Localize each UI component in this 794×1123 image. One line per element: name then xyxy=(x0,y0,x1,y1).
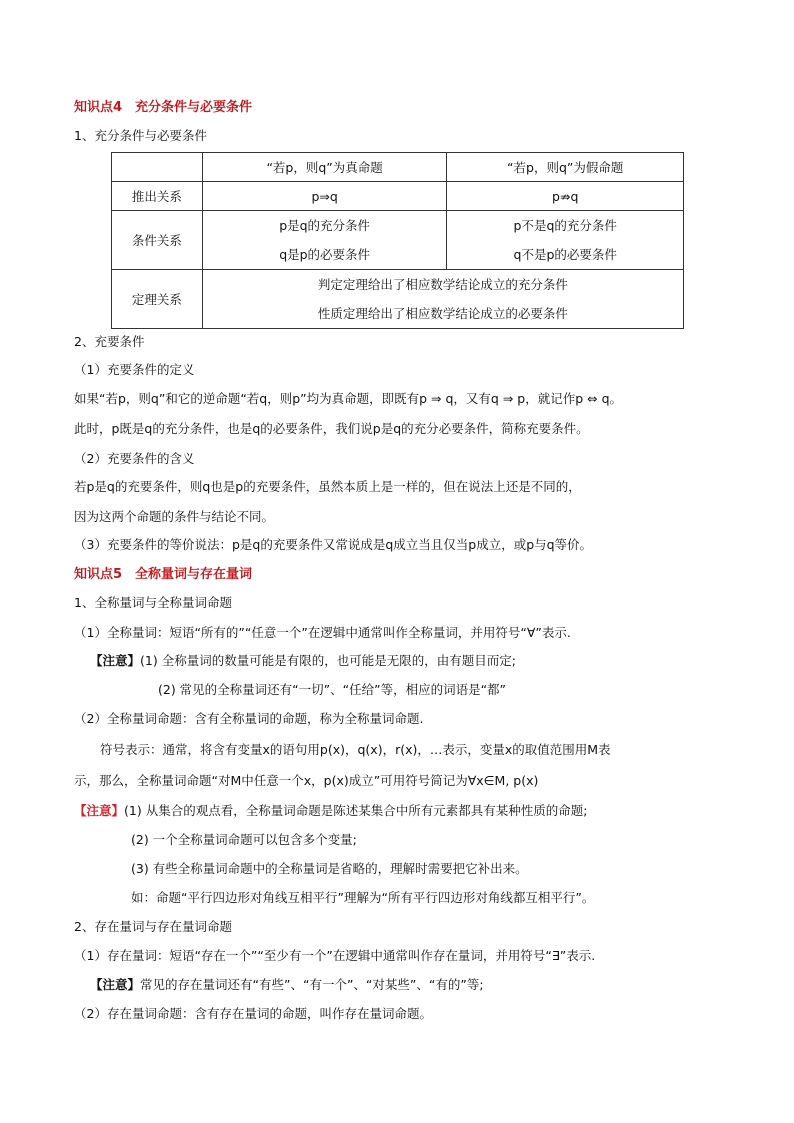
universal-note-multiple-variables: (2) 一个全称量词命题可以包含多个变量; xyxy=(131,832,357,847)
existential-note xyxy=(90,976,484,994)
cell-line: q是p的必要条件 xyxy=(279,247,371,262)
cell-line: 性质定理给出了相应数学结论成立的必要条件 xyxy=(317,306,568,321)
iff-definition-line-2: 此时，p既是q的充分条件，也是q的必要条件，我们说p是q的充分必要条件，简称充要条件。 xyxy=(74,421,589,436)
table-header-true: “若p，则q”为真命题 xyxy=(202,153,447,182)
subheading-sufficient-necessary: 1、充分条件与必要条件 xyxy=(74,128,207,143)
note-text: (1) 从集合的观点看，全称量词命题是陈述某集合中所有元素都具有某种性质的命题; xyxy=(124,803,588,818)
universal-quantifier-definition: （1）全称量词：短语“所有的”“任意一个”在逻辑中通常叫作全称量词，并用符号“∀”表示. xyxy=(74,625,571,640)
table-row-condition xyxy=(112,211,684,270)
note-label: 【注意】 xyxy=(74,803,125,818)
note-text: (1) 全称量词的数量可能是有限的，也可能是无限的，由有题目而定; xyxy=(140,653,516,668)
table-cell xyxy=(202,211,447,270)
note-label: 【注意】 xyxy=(90,977,141,992)
note-label: 【注意】 xyxy=(90,653,141,668)
section-5-heading: 知识点5 全称量词与存在量词 xyxy=(74,567,253,582)
table-row-implication xyxy=(112,182,684,211)
subheading-iff: 2、充要条件 xyxy=(74,334,145,349)
table-row-label: 条件关系 xyxy=(112,211,203,270)
table-cell: p⇒q xyxy=(202,182,447,211)
iff-meaning-title: （2）充要条件的含义 xyxy=(74,451,195,466)
table-merged-cell xyxy=(202,270,683,329)
universal-note-omitted: (3) 有些全称量词命题中的全称量词是省略的，理解时需要把它补出来。 xyxy=(131,861,528,876)
table-row-label: 推出关系 xyxy=(112,182,203,211)
symbol-representation-line-2: 示，那么，全称量词命题“对M中任意一个x，p(x)成立”可用符号简记为∀x∈M, p(x) xyxy=(74,773,539,788)
subheading-universal: 1、全称量词与全称量词命题 xyxy=(74,595,232,610)
table-corner-cell xyxy=(112,153,203,182)
table-cell: p⇏q xyxy=(447,182,684,211)
table-header-row xyxy=(112,153,684,182)
iff-definition-title: （1）充要条件的定义 xyxy=(74,362,195,377)
table-row-theorem xyxy=(112,270,684,329)
universal-note-example: 如：命题“平行四边形对角线互相平行”理解为“所有平行四边形对角线都互相平行”。 xyxy=(131,890,595,905)
note-text: 常见的存在量词还有“有些”、“有一个”、“对某些”、“有的”等; xyxy=(140,977,484,992)
universal-proposition-definition: （2）全称量词命题：含有全称量词的命题，称为全称量词命题. xyxy=(74,711,424,726)
cell-line: q不是p的必要条件 xyxy=(513,247,617,262)
iff-definition-line-1: 如果“若p，则q”和它的逆命题“若q，则p”均为真命题，即既有p ⇒ q，又有q ⇒ p，就记作p ⇔ q。 xyxy=(74,391,623,406)
existential-quantifier-definition: （1）存在量词：短语“存在一个”“至少有一个”在逻辑中通常叫作存在量词，并用符号“∃”表示. xyxy=(74,948,596,963)
iff-equivalent-statement: （3）充要条件的等价说法：p是q的充要条件又常说成是q成立当且仅当p成立，或p与q等价。 xyxy=(74,537,593,552)
universal-note-1 xyxy=(90,652,516,670)
table-cell xyxy=(447,211,684,270)
cell-line: p不是q的充分条件 xyxy=(513,218,617,233)
table-row-label: 定理关系 xyxy=(112,270,203,329)
conditions-table xyxy=(111,152,684,329)
symbol-representation-line-1: 符号表示：通常，将含有变量x的语句用p(x)，q(x)，r(x)，…表示，变量x的取值范围用M表 xyxy=(100,742,611,757)
table-header-false: “若p，则q”为假命题 xyxy=(447,153,684,182)
iff-meaning-line-2: 因为这两个命题的条件与结论不同。 xyxy=(74,509,275,524)
universal-note-2: (2) 常见的全称量词还有“一切”、“任给”等，相应的词语是“都” xyxy=(158,682,507,697)
subheading-existential: 2、存在量词与存在量词命题 xyxy=(74,919,232,934)
iff-meaning-line-1: 若p是q的充要条件，则q也是p的充要条件，虽然本质上是一样的，但在说法上还是不同的， xyxy=(74,479,581,494)
section-4-heading: 知识点4 充分条件与必要条件 xyxy=(74,100,253,115)
universal-set-note xyxy=(74,802,587,820)
cell-line: p是q的充分条件 xyxy=(279,218,371,233)
cell-line: 判定定理给出了相应数学结论成立的充分条件 xyxy=(317,277,568,292)
existential-proposition-definition: （2）存在量词命题：含有存在量词的命题，叫作存在量词命题。 xyxy=(74,1006,432,1021)
